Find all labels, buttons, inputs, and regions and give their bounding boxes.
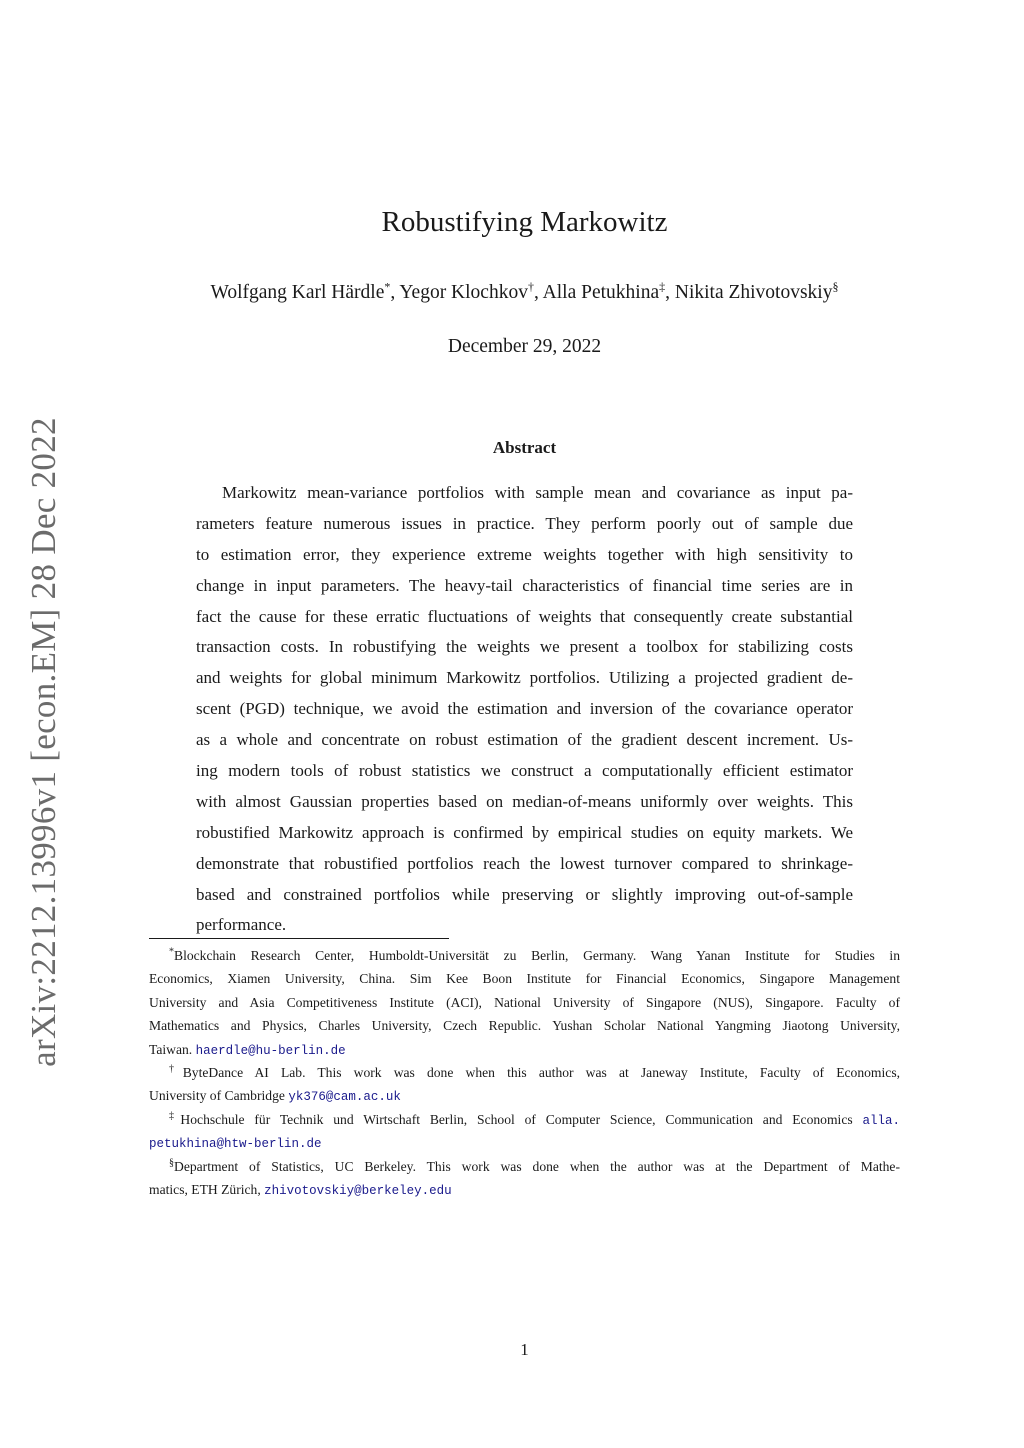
footnote-line xyxy=(149,1038,900,1061)
author-footnote-mark[interactable]: * xyxy=(384,279,391,294)
footnote-text: ByteDance AI Lab. This work was done when this author was at Janeway Institute, Faculty of Economics, xyxy=(182,1064,901,1080)
footnote-text: University of Cambridge xyxy=(149,1088,285,1104)
abstract-body xyxy=(196,478,853,941)
author-name: Nikita Zhivotovskiy xyxy=(674,282,833,303)
footnote-mark: * xyxy=(169,946,174,958)
footnote-text: Blockchain Research Center, Humboldt-Universität zu Berlin, Germany. Wang Yanan Institute for Studies in xyxy=(174,948,900,963)
footnote-line xyxy=(149,1108,900,1131)
email-link[interactable]: haerdle@hu-berlin.de xyxy=(195,1043,346,1058)
author-footnote-mark[interactable]: † xyxy=(527,279,534,294)
abstract-line: and weights for global minimum Markowitz portfolios. Utilizing a projected gradient de- xyxy=(196,668,853,688)
footnote-line xyxy=(149,944,900,967)
abstract-line: fact the cause for these erratic fluctuations of weights that consequently create substantial xyxy=(196,606,853,626)
abstract-line: robustified Markowitz approach is confirmed by empirical studies on equity markets. We xyxy=(196,822,853,842)
footnote-text: Department of Statistics, UC Berkeley. This work was done when the author was at the Department of Mathe- xyxy=(174,1158,900,1174)
author-list: Wolfgang Karl Härdle*, Yegor Klochkov†, Alla Petukhina‡, Nikita Zhivotovskiy§ xyxy=(210,279,839,303)
page-number: 1 xyxy=(520,1340,529,1359)
author-footnote-mark[interactable]: § xyxy=(832,279,839,294)
footnote-line xyxy=(149,1155,900,1178)
abstract-line: as a whole and concentrate on robust estimation of the gradient descent increment. Us- xyxy=(196,730,853,750)
abstract-line: performance. xyxy=(196,915,287,935)
footnote-text: Taiwan. xyxy=(149,1041,193,1057)
author-footnote-mark[interactable]: ‡ xyxy=(659,279,666,294)
abstract-line: with almost Gaussian properties based on median-of-means uniformly over weights. This xyxy=(196,791,853,811)
email-link[interactable]: yk376@cam.ac.uk xyxy=(288,1090,401,1105)
footnote-mark: § xyxy=(169,1156,174,1168)
abstract-line: transaction costs. In robustifying the weights we present a toolbox for stabilizing costs xyxy=(196,637,853,657)
author-name: Wolfgang Karl Härdle xyxy=(210,282,385,303)
footnote-text: matics, ETH Zürich, xyxy=(149,1181,261,1197)
footnote-line xyxy=(149,1084,900,1107)
abstract-heading: Abstract xyxy=(492,438,557,457)
abstract-line: to estimation error, they experience extreme weights together with high sensitivity to xyxy=(196,544,853,564)
footnote-divider xyxy=(149,938,449,939)
publication-date: December 29, 2022 xyxy=(447,336,602,357)
email-link[interactable]: zhivotovskiy@berkeley.edu xyxy=(264,1183,452,1198)
paper-title: Robustifying Markowitz xyxy=(381,206,668,238)
abstract-line: change in input parameters. The heavy-tail characteristics of financial time series are in xyxy=(196,575,853,595)
abstract-line: demonstrate that robustified portfolios reach the lowest turnover compared to shrinkage- xyxy=(196,853,853,873)
email-link[interactable]: petukhina@htw-berlin.de xyxy=(149,1137,322,1152)
arxiv-identifier: arXiv:2212.13996v1 [econ.EM] 28 Dec 2022 xyxy=(24,417,63,1067)
abstract-line: Markowitz mean-variance portfolios with sample mean and covariance as input pa- xyxy=(222,483,853,502)
footnote-line xyxy=(149,1131,900,1154)
footnote-line: Mathematics and Physics, Charles University, Czech Republic. Yushan Scholar National Yangming Jiaotong University, xyxy=(149,1018,900,1034)
author-name: Yegor Klochkov xyxy=(399,282,528,303)
abstract-line: based and constrained portfolios while preserving or slightly improving out-of-sample xyxy=(196,884,853,904)
footnote-mark: ‡ xyxy=(169,1110,181,1122)
footnote-line xyxy=(149,1061,900,1084)
abstract-line: rameters feature numerous issues in practice. They perform poorly out of sample due xyxy=(196,513,853,533)
abstract-line: ing modern tools of robust statistics we construct a computationally efficient estimator xyxy=(196,761,853,781)
footnotes xyxy=(149,944,900,1201)
footnote-line: Economics, Xiamen University, China. Sim Kee Boon Institute for Financial Economics, Singapore Management xyxy=(149,971,900,987)
footnote-line: University and Asia Competitiveness Institute (ACI), National University of Singapore (NUS), Singapore. Faculty of xyxy=(149,994,900,1010)
abstract-line: scent (PGD) technique, we avoid the estimation and inversion of the covariance operator xyxy=(196,699,853,719)
footnote-line xyxy=(149,1178,900,1201)
footnote-text: Hochschule für Technik und Wirtschaft Berlin, School of Computer Science, Communication and Economics xyxy=(180,1111,853,1127)
email-link[interactable]: alla. xyxy=(862,1113,900,1128)
author-name: Alla Petukhina xyxy=(542,282,660,303)
footnote-mark: † xyxy=(169,1063,183,1075)
